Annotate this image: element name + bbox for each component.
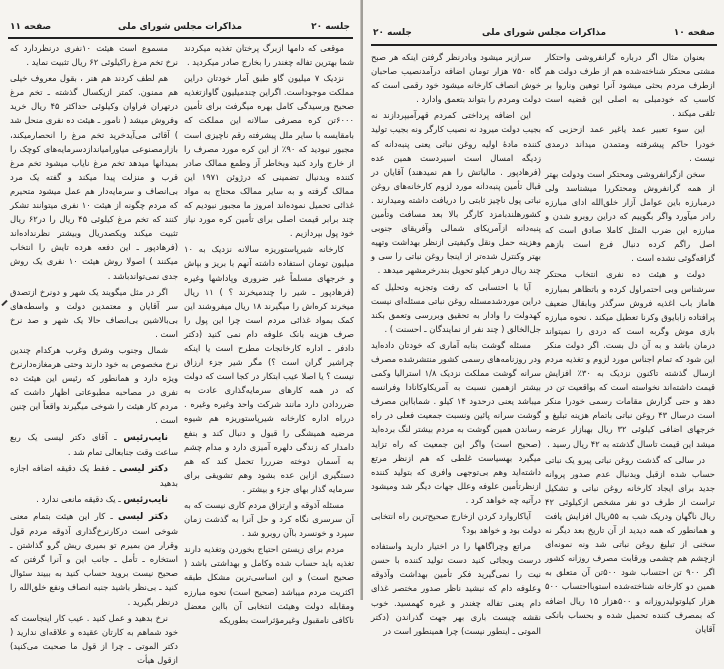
- paragraph: [371, 509, 541, 537]
- paragraph: [545, 50, 715, 120]
- speaker-name: دکتر لیسی: [117, 512, 169, 522]
- paragraph-text: سرازیر میشود وبادرنظر گرفتن اینکه هر صبح گاه ۷۵۰ هزار تومان اضافه درآمدنصیب صاحبان خوش انصاف کارخانه میشود خود رقمی است که دولت ومردم را بتواند بتعمق وادارد .: [371, 52, 541, 105]
- text-column-left: [10, 41, 178, 669]
- paragraph-text: آیاکاروارد کردن ازخارج صحیح‌ترین راه انتخابی دولت بود و خواهد بود؟: [371, 511, 541, 536]
- paragraph: [10, 285, 178, 341]
- page-header: [373, 28, 715, 38]
- paragraph-text: این سوء تعبیر عمد یاغیر عمد ازحزبی که خودرا حاکم پیشرفته ومتمدن میداند درمدی نیست .: [545, 124, 715, 163]
- paragraph: [10, 343, 178, 428]
- paragraph: [545, 122, 715, 164]
- paragraph: [10, 509, 178, 609]
- speaker-name: نایب‌رئیس: [123, 432, 168, 443]
- header-title: مذاکرات مجلس شورای ملی: [481, 28, 607, 38]
- paragraph: [371, 50, 541, 106]
- paragraph-text: بعنوان مثال اگر درباره گرانفروشی واحتکار مشتی محتکر شناخته‌شده هم از طرف دولت هم ازطرف مردم بحثی میشود آنرا توهین وناروا بر کاسب که خودمبلی به اصلی این قضیه است تلقی میکند .: [545, 52, 715, 119]
- paragraph: [10, 492, 178, 507]
- header-title: مذاکرات مجلس شورای ملی: [117, 22, 243, 32]
- paragraph: [184, 542, 354, 627]
- paragraph: [184, 498, 354, 540]
- paragraph-text: ـ یک دقیقه مانعی ندارد .: [36, 493, 124, 504]
- paragraph: [371, 539, 541, 638]
- session-number: جلسه ۲۰: [373, 28, 412, 38]
- speaker-name: دکتر لیسی: [119, 463, 169, 474]
- paragraph: [371, 338, 541, 507]
- paragraph-text: دولت و هیئت ده نفری انتخاب محتکر سرشناس وبی احتمراول کرده و باتظاهر بمبارزه هاماز باب اغذیه فروش سرگذر وبابقال ضعیف پرافتاده زابایوق وکرنا تعطیل میکند . نحوه مبارزه بازی موش وگربه است که دردی را نمیتواند درمان باشد و به آن دل بست. اگر دولت منکر این شود که تمام اجناس مورد لزوم و تغذیه مردم ازسال گذشته تاکنون نزدیک به ۳۰٪ افزایش قیمت داشته‌اند نخواسته است که بواقعیت تن در دهد و حتی گزارش مقامات رسمی خودرا منکر است درسال ۴۳ روغن نباتی باتمام هزینه تبلیغ و خرجهای اضافی کیلوئی ۳۲ ریال بهبازار عرضه میشد این قیمت تاسال گذشته به ۴۲ ریال رسید .: [545, 269, 716, 449]
- paragraph: [371, 280, 541, 336]
- paragraph-text: ـ آقای دکتر لیسی یک ربع ساعت وقت جنابعالی تمام شد .: [10, 431, 178, 457]
- left-page: [0, 0, 361, 665]
- page-header: [10, 22, 350, 32]
- paragraph-text: مسئله آذوقه و ارتزاق مردم کاری نیست که به آن سرسری نگاه کرد و حل آنرا به گذشت زمان سپرد و خونسرد باآن روبرو شد .: [184, 500, 354, 539]
- speaker-name: نایب‌رئیس: [123, 494, 168, 505]
- header-rule: [371, 44, 717, 46]
- session-number: جلسه ۲۰: [311, 22, 350, 32]
- paragraph-text: موقعی که دامها ازبرگ پرختان تغذیه میکردند شما بهترین تفاله چغندر را بخارج صادر میکردید .: [184, 43, 354, 68]
- paragraph-text: مسموع است هیئت ۱۰نفری درنظردارد که نرخ تخم مرغ راکیلوئی ۶۲ ریال تثبیت نماید .: [10, 43, 178, 68]
- paragraph: [10, 611, 178, 667]
- paragraph: [10, 71, 178, 282]
- paragraph: [371, 108, 541, 277]
- paragraph-text: شمال وجنوب وشرق وغرب هرکدام چندین نرخ مخصوص به خود دارند وحتی هرمغازه‌دارنرخ ویژه دارد و همانطور که رئیس این هیئت ده نفری در مصاحبه مطبوعاتی اظهار داشت که مردم کار هیئت را شوخی میگیرند واقعاً این چنین است .: [10, 344, 178, 426]
- paragraph: [545, 267, 715, 450]
- paragraph-text: مردم برای زیستن احتیاج بخوردن وتغذیه دارند تغذیه باید حساب شده وکامل و بهداشتی باشد ( صحیح است) و این اساسی‌ترین مشکل طبقه اکثریت مردم میباشد (صحیح است) نحوه مبارزه ومقابله دولت وهیئت انتخابی آن بااین معضل ناکافی نامقبول وغیرمؤثراست بطوریکه: [184, 544, 354, 625]
- text-column-right: [545, 50, 715, 638]
- paragraph-text: این اضافه پرداختی کمردم قهرآمیپردازند نه بجیب دولت میرود نه نصیب کارگر ونه بجیب تولید کننده مادهٔ اولیه روغن نباتی یعنی پنبه‌دانه که زدیگه امسال است اسیردست همین عده (فرهادپور . مالیاتش را هم نمیدهند) آقایان در قبال تأمین پنبه‌دانه مورد لزوم کارخانه‌های روغن نباتی پول ناچیز ثابتی را دریافت داشته ومیدارند . کشورهلندبامزد کارگر بالا بعد مسافت وتأمین پنبه‌دانه ازآمریکای شمالی وآفریقای جنوبی وهزینه حمل ونقل وکیفیتی ازنظر بهداشت وتهیه بهتر وکنترل شده‌تر از اینجا روغن نباتی را سی و چند ریال درهر کیلو تحویل بندرخرمشهر میدهد .: [371, 110, 541, 276]
- paragraph-text: سخن ازگرانفروشی ومحتکر است ودولت بهتر از همه گرانفروش ومحتکررا میشناسد ولی درمبارزه باین عوامل آزار خلق‌الله ادای مبارزه رادر میآورد واگر بگوییم که دراین روبرو شدن و مبارزه این ضرب المثل کاملا صادق است که اصل راگم کرده دنبال فرع است بازهم گزافه‌گوئی نشده است .: [545, 168, 715, 264]
- page-number: صفحه ۱۱: [10, 22, 52, 32]
- right-page: [363, 0, 724, 636]
- paragraph-text: هم لطف کردند هم هنر ، بقول معروف خیلی هم ممنون. کمتر ازیکسال گذشته ـ تخم مرغ درتهران فراوان وکیلوئی حداکثر ۴۵ ریال خرید وفروش میشد ( نامور ـ هیئت ده نفری منحل شد ) آقائی می‌آیدخرید تخم مرغ را انحصارمیکند، بازارمصنوعی میاورامیاندازدسرمایه‌های کوچک را بمیدانها میدهد تخم مرغ نایاب میشود تخم مرغ قرب و منزلت پیدا میکند و گفته یک مرد بی‌انصاف و سرمایه‌دار هم عمل میشود متحیرم که مردم چگونه از هیئت ۱۰ نفری میتوانند تشکر کنند که تخم مرغ کیلوئی ۴۵ ریال را در۶۲ ریال تثبیت میکند ویکصدریال وبیشتر نظرنداده‌اند (فرهادپور ـ این دفعه هرده تایش را انتخاب میکنند ) اصولا روش هیئت ۱۰ نفری یک روش جدی نمی‌تواندباشد .: [10, 73, 179, 281]
- page-number: صفحه ۱۰: [673, 28, 715, 38]
- paragraph: [184, 242, 354, 496]
- paragraph-text: مسئله گوشت بنابه آماری که خودتان داده‌اید ودر روزنامه‌های رسمی کشور منتشرشده مصرف سرانه گوشت مملکت نزدیک ۱/۸ استرالیا وکمی بیشتر ازهمین نسبت به آمریکاوکانادا وفرانسه میباشد یعنی درحدود ۱۴ کیلو . شمابااین مصرف گوشت سرانه پائین ونسبت جمعیت فعلی در راه رساندن همین گوشت به مردم بیشتر لنگ برده‌اید (صحیح است) واگر این جمعیت که راه تزاید میگیرد بهسیاست غلطی که هم ازنظر مرتع داشته‌اید وهم بی‌توجهی وافری که بتولید کننده ازنظرتأمین علوفه وعلل جهات دیگر شد ومیشود درآتیه چه خواهد کرد .: [371, 339, 541, 505]
- paragraph-text: مراتع وچراگاهها را در اختیار دارید واستفاده درست وبجائی کنید دست تولید کننده با حسن نیت را نمی‌گیرید فکر تأمین بهداشت وآذوقه وعلوفه دام که نبشید ناظر صدور مختصر غذای دام یعنی تفاله چغندر و غیره کهمسید. خوب نقشه چیست باری بهر جهت گذراندن (دکتر الموتی ـ اینطور نیست) چرا همینطور است در: [371, 541, 541, 636]
- paragraph-text: نزدیک ۷ میلیون گاو طبق آمار خودتان دراین مملکت موجوداست. اگراین چندمیلیون گاوازتغذیه صحیح ورسیدگی کامل بهره میگرفت برای تأمین ۶۰۰۰تن کره مصرفی سالانه این مملکت که بامقایسه با سایر ملل پیشرفته رقم ناچیزی است مجبور نبودید که ۹۰٪ از این کره مورد مصرف را از خارج وارد کنید وبخاطر آز وطمع ممالک صادر کننده وبدنبال تضمینی که درژوئن ۱۹۷۱ این ممالک گرفته و به سایر ممالک محتاج به مواد غذائی تحمیل نموده‌اند امروز ما مجبور نبودیم که چند برابر قیمت اصلی برای تأمین کره مورد نیاز خود پول بپردازیم .: [184, 73, 354, 239]
- paragraph: [10, 461, 178, 490]
- header-rule: [8, 37, 353, 39]
- paragraph: [10, 41, 178, 69]
- paragraph: [545, 167, 715, 266]
- paragraph: [184, 41, 354, 69]
- paragraph-text: ـ کار این هیئت بتمام معنی شوخی است درکارنرخ‌گذاری آذوقه مردم قول وقرار من بمیرم تو بمیری ریش گرو گذاشتن ـ استخاره ـ تأمل ـ جانب این و آنرا گرفتن که صحیح نیست بروید حساب کنید به ببیند سئوال کنید ـ بی‌نظر باشید جنبه انصاف ونفع خلق‌الله را درنظر بگیرید .: [10, 511, 178, 607]
- paragraph: [184, 71, 354, 240]
- paragraph-text: کارخانه شیرپاستوریزه سالانه نزدیک به ۱۰ میلیون تومان استفاده داشته آنهم با بریز و بپاش و خرجهای مسلماً غیر ضروری وپاداشها وغیره (فرهادپور ـ شیر را چندمیخرند ؟ ) ۱۱ ریال میخرند کره‌اش را میگیرند ۱۸ ریال میفروشند این کمک بمواد غذائی مردم است چرا این پول را صرف هزینه بانک علوفه دام نمی کنید (دکتر دادفر ـ اداره کارخانجات مطرح است یا اینکه چراشیر گران است ؟) مگر شیر جزء ارزاق نیست ؟ یا اصلا عیب ابتکار در کجا است که دولت که در همه کارهای سرمایه‌گذاری عادت به ضرردادن دارد مانند شرکت واحد وغیره وغیره . درراه اداره کارخانه شیرپاستوریزه هم شیوه مرضیه همیشگی را قبول و دنبال کند و بنفع دامدار که زندگی دلهره آمیزی دارد و مدام چشم به آسمان دوخته ضرررا تحمل کند که هم دستگیری ازاین عده بشود وهم تشویقی برای سرمایه گذار بهای جزء و بیشتر .: [184, 244, 354, 494]
- paragraph-text: اگر در مثل میگویند یک شهر و دونرخ ازتصدق سر آقایان و معتمدین دولت و واسطه‌های بی‌بالاشین بی‌انصاف حالا یک شهر و صد نرخ است .: [10, 286, 178, 339]
- paragraph: [545, 453, 715, 636]
- paragraph-text: آیا با احتسابی که رفت وتجزیه وتحلیل که دراین موردشدمسئله روغن نباتی مسئله‌ای نیست کهدولت را وادار به تحقیق وبررسی وتعمق بکند جل‌الخالق ( چند نفر از نمایندگان ـ احسنت ) .: [371, 281, 541, 334]
- paragraph-text: ـ فقط یک دقیقه اضافه اجازه بدهید: [10, 462, 178, 488]
- paragraph-text: در سالی که گذشت روغن نباتی پیرو یک نباتی حساب شده ازقبل وبدنبال عدم صدور پروانه جدید برای ایجاد کارخانه روغن نباتی و تشکیل تراست از طرف دو نفر مشخص ازکیلوئی ۴۲ ریال ناگهان ودریک شب به ۵۵ریال افزایش یافت و همانطور که همه دیدید از آن تاریخ بعد دیگر نه سخنی از تبلیغ روغن نباتی شد ونه نمونه‌ای ازچشم هم چشمی ورقابت مصرف روزانه کشور اگر ۹۰۰ تن احتساب شود ۵۰۰تن آن متعلق به همین دو کارخانه شناخته‌شده استوبااحتساب ۵۰۰ هزار کیلوتولیدروزانه و ۵۰۰هزار ۱۵ ریال اضافه که بمصرف کننده تحمیل شده و بحساب بانکی آقایان: [545, 454, 716, 634]
- pen-mark: [1, 300, 7, 306]
- paragraph: [10, 430, 178, 459]
- text-column-left: [371, 50, 541, 640]
- text-column-right: [184, 41, 354, 629]
- paragraph-text: نرخ بدهید و عمل کنید . عیب کار اینجاست که خود شماهم به کارتان عقیده و علاقه‌ای ندارید ( دکتر الموتی ـ چرا از قول ما صحبت می‌کنید) ازقول هیأت: [10, 612, 178, 665]
